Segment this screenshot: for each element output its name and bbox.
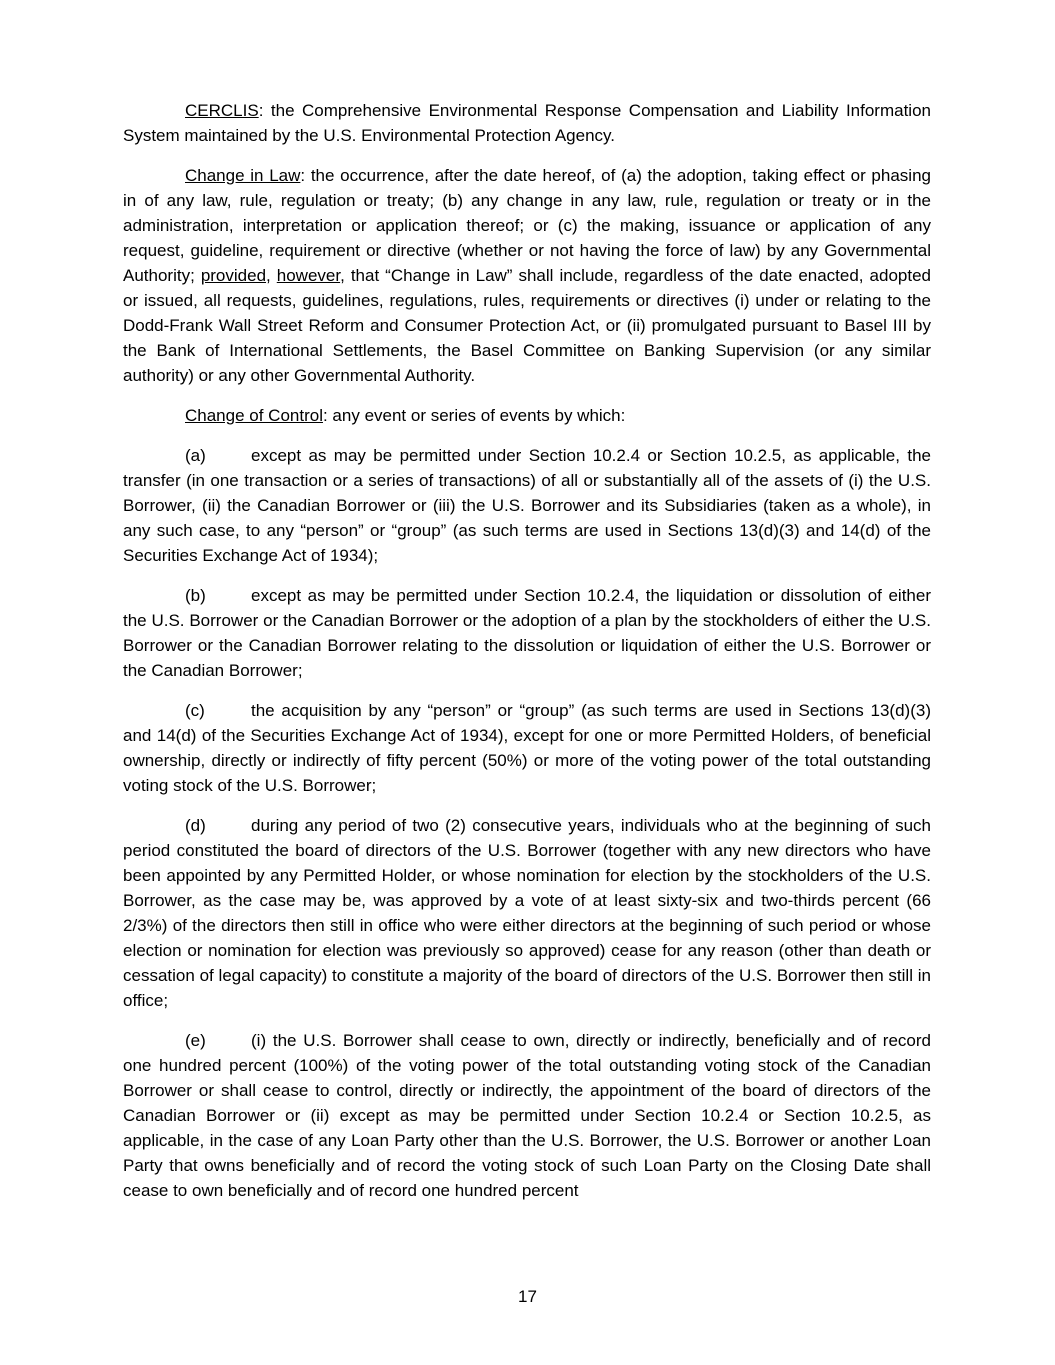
text-segment: , that “Change in Law” shall include, regardless of the date enacted, adopted or issued, all requests, guidelines, regulations, rules, requirements or directives (i) under or relating to the Dodd-Frank Wall Street Reform and Consumer Protection Act, or (ii) promulgated pursuant to Basel III by the Bank of International Settlements, the Basel Committee on Banking Supervision (or any similar authority) or any other Governmental Authority. <box>123 266 931 385</box>
paragraph <box>123 98 931 148</box>
text-segment: : the occurrence, after the date hereof, of (a) the adoption, taking effect or phasing in of any law, rule, regulation or treaty; (b) any change in any law, rule, regulation or treaty or in the administration, interpretation or application thereof; or (c) the making, issuance or application of any request, guideline, requirement or directive (whether or not having the force of law) by any Governmental Authority; <box>123 166 931 285</box>
paragraph-label: (a) <box>185 446 206 465</box>
paragraph-label: (d) <box>185 816 206 835</box>
text-segment: : the Comprehensive Environmental Response Compensation and Liability Information System maintained by the U.S. Environmental Protection Agency. <box>123 101 931 145</box>
document-content <box>123 98 931 1203</box>
paragraph-label: (c) <box>185 701 205 720</box>
paragraph-label: (e) <box>185 1031 206 1050</box>
defined-term: provided <box>200 266 267 285</box>
paragraph-label: (b) <box>185 586 206 605</box>
paragraph <box>123 1028 931 1203</box>
text-segment: (i) the U.S. Borrower shall cease to own, directly or indirectly, beneficially and of record one hundred percent (100%) of the voting power of the total outstanding voting stock of the Canadian Borrower or shall cease to control, directly or indirectly, the appointment of the board of directors of the Canadian Borrower or (ii) except as may be permitted under Section 10.2.4 or Section 10.2.5, as applicable, in the case of any Loan Party other than the U.S. Borrower, the U.S. Borrower or another Loan Party that owns beneficially and of record the voting stock of such Loan Party on the Closing Date shall cease to own beneficially and of record one hundred percent <box>123 1031 931 1200</box>
text-segment: except as may be permitted under Section 10.2.4 or Section 10.2.5, as applicable, the transfer (in one transaction or a series of transactions) of all or substantially all of the assets of (i) the U.S. Borrower, (ii) the Canadian Borrower or (iii) the U.S. Borrower and its Subsidiaries (taken as a whole), in any such case, to any “person” or “group” (as such terms are used in Sections 13(d)(3) and 14(d) of the Securities Exchange Act of 1934); <box>123 446 931 565</box>
paragraph <box>123 698 931 798</box>
paragraph <box>123 163 931 388</box>
page-number: 17 <box>518 1287 537 1306</box>
defined-term: CERCLIS <box>185 101 259 120</box>
text-segment: the acquisition by any “person” or “group” (as such terms are used in Sections 13(d)(3) and 14(d) of the Securities Exchange Act of 1934), except for one or more Permitted Holders, of beneficial ownership, directly or indirectly of fifty percent (50%) or more of the voting power of the total outstanding voting stock of the U.S. Borrower; <box>123 701 931 795</box>
text-segment: , <box>266 266 277 285</box>
defined-term: Change of Control <box>185 406 323 425</box>
paragraph <box>123 403 931 428</box>
text-segment: except as may be permitted under Section 10.2.4, the liquidation or dissolution of either the U.S. Borrower or the Canadian Borrower or the adoption of a plan by the stockholders of either the U.S. Borrower or the Canadian Borrower relating to the dissolution or liquidation of either the U.S. Borrower or the Canadian Borrower; <box>123 586 931 680</box>
text-segment: during any period of two (2) consecutive years, individuals who at the beginning of such period constituted the board of directors of the U.S. Borrower (together with any new directors who have been appointed by any Permitted Holder, or whose nomination for election by the stockholders of the U.S. Borrower, as the case may be, was approved by a vote of at least sixty-six and two-thirds percent (66 2/3%) of the directors then still in office who were either directors at the beginning of such period or whose election or nomination for election was previously so approved) cease for any reason (other than death or cessation of legal capacity) to constitute a majority of the board of directors of the U.S. Borrower then still in office; <box>123 816 931 1010</box>
paragraph <box>123 583 931 683</box>
defined-term: Change in Law <box>185 166 301 185</box>
paragraph <box>123 443 931 568</box>
text-segment: : any event or series of events by which: <box>322 406 626 425</box>
defined-term: however <box>276 266 341 285</box>
paragraph <box>123 813 931 1013</box>
